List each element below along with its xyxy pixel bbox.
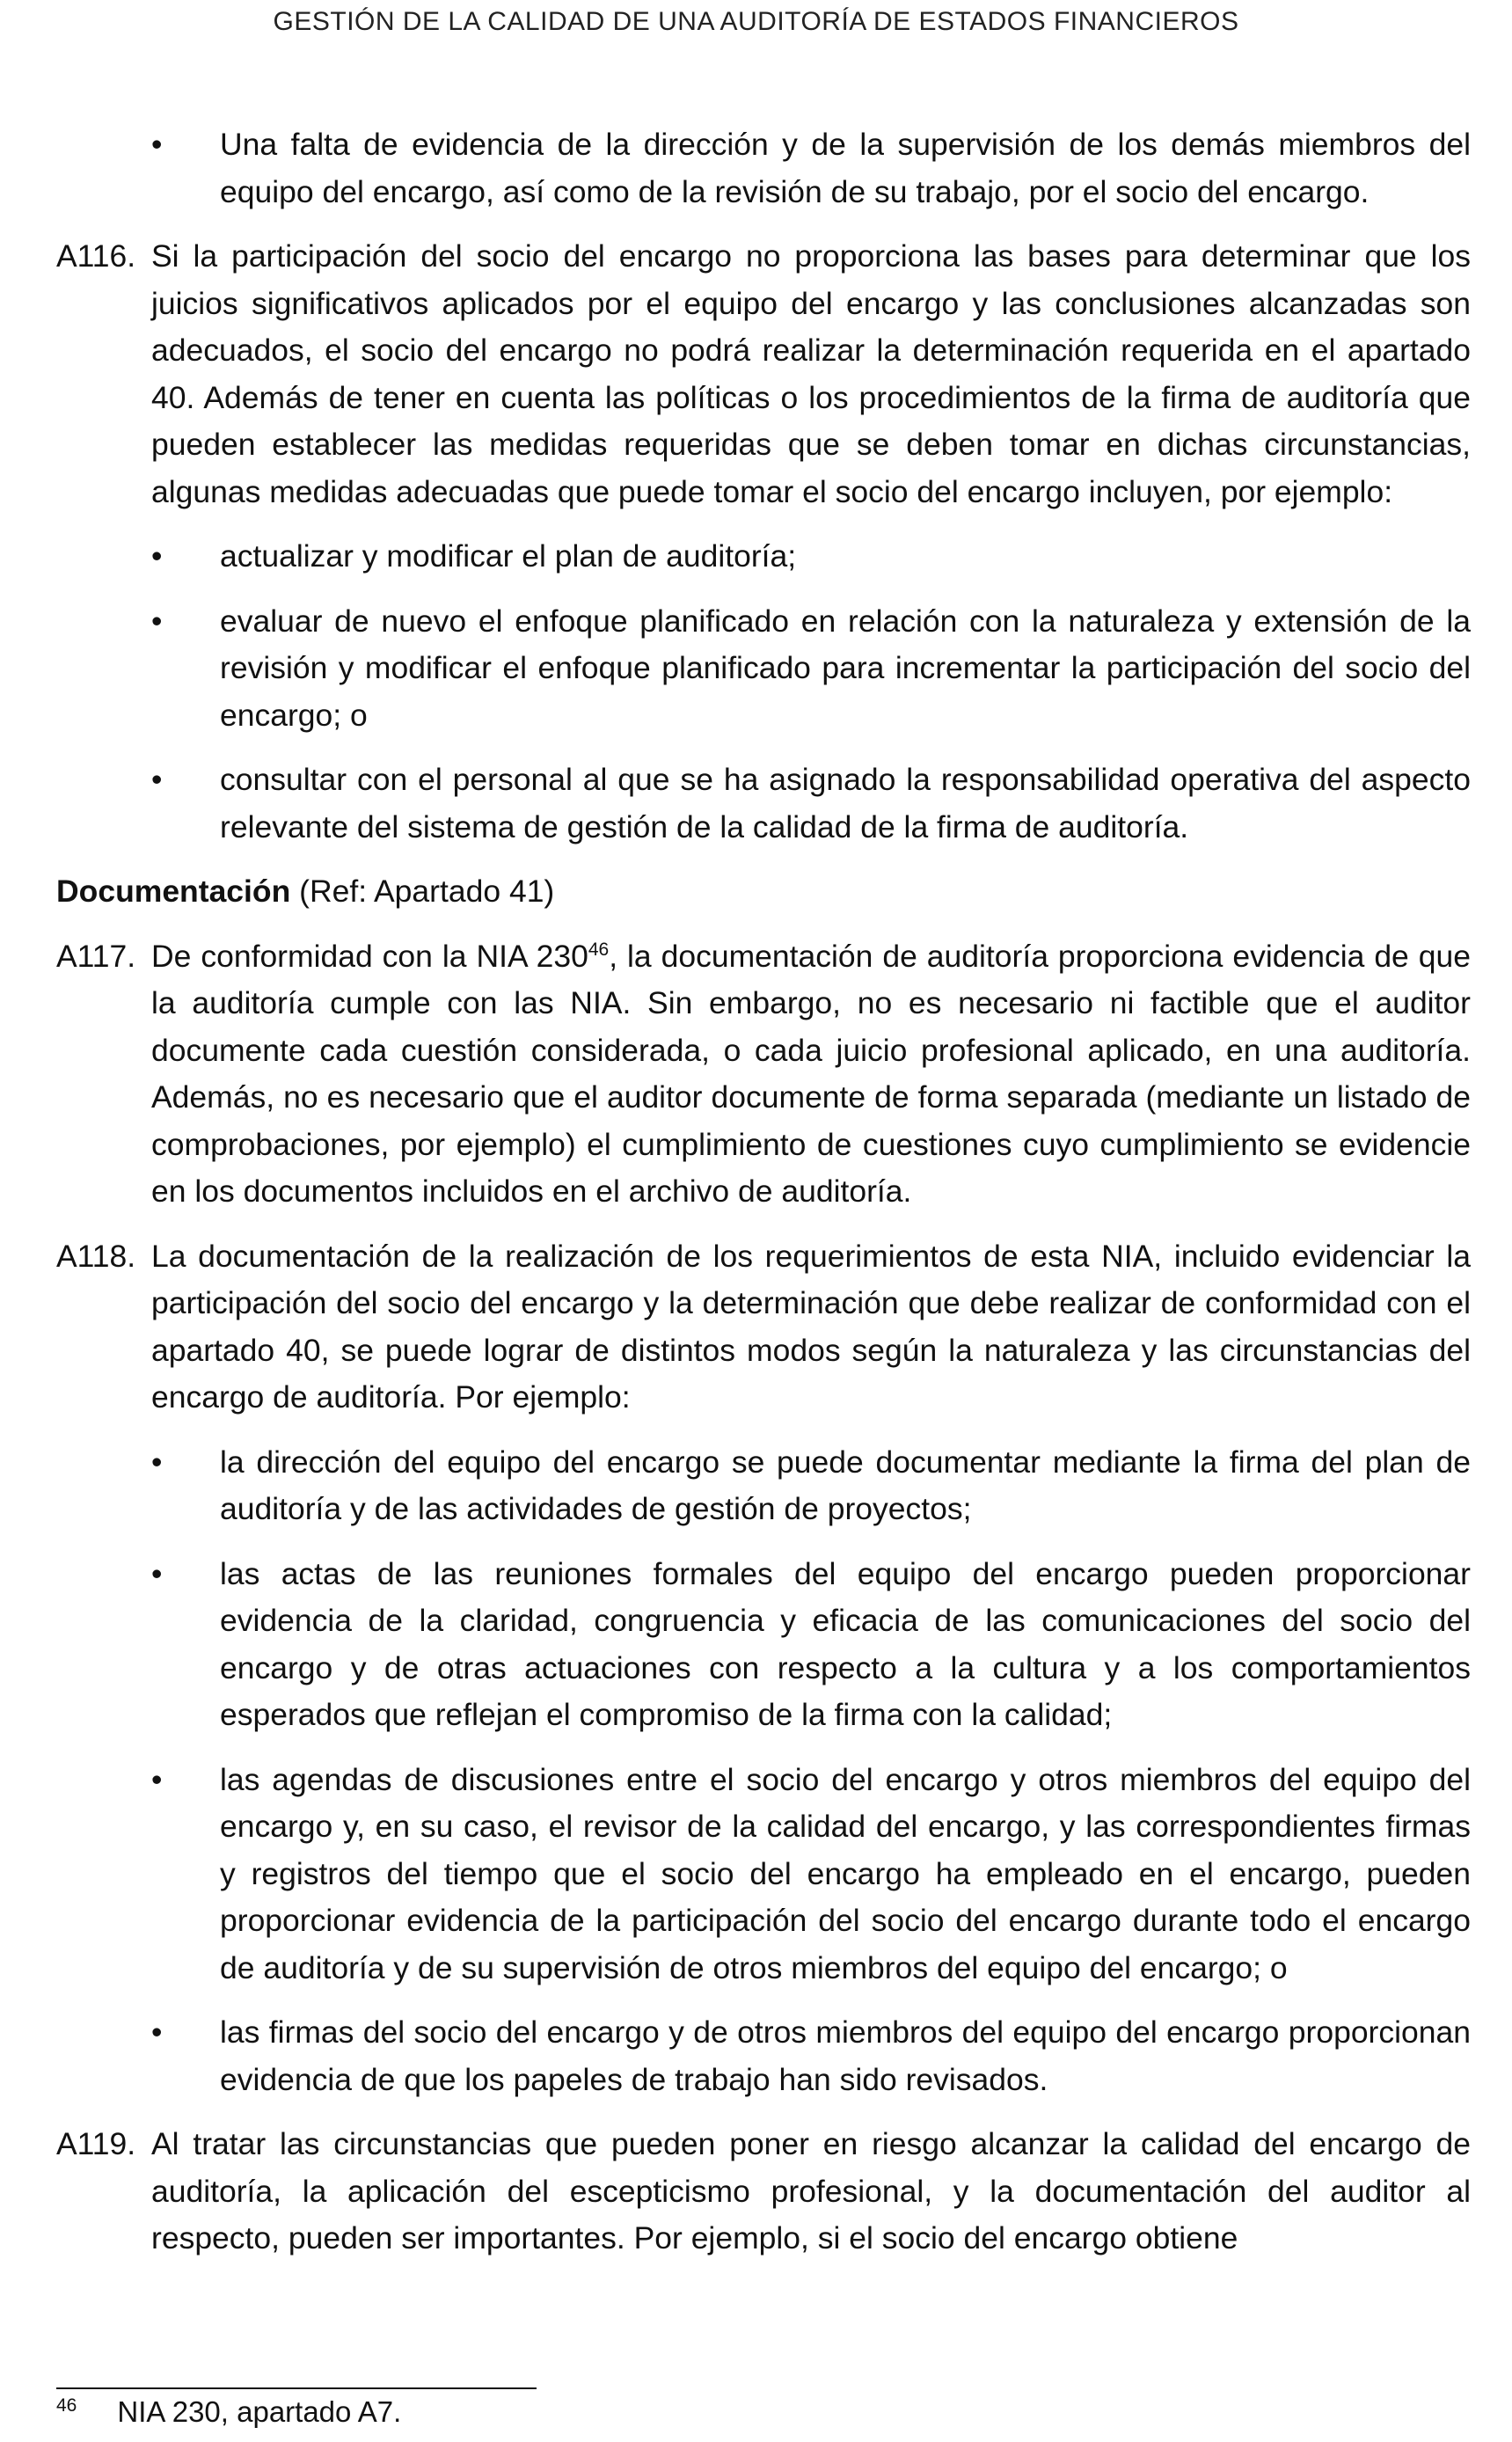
paragraph-a118 <box>56 1233 1471 1422</box>
paragraph-text: Si la participación del socio del encargo no proporciona las bases para determinar que los juicios significativos aplicados por el equipo del encargo y las conclusiones alcanzadas son adecuados, el socio del encargo no podrá realizar la determinación requerida en el apartado 40. Además de tener en cuenta las políticas o los procedimientos de la firma de auditoría que pueden establecer las medidas requeridas que se deben tomar en dichas circunstancias, algunas medidas adecuadas que puede tomar el socio del encargo incluyen, por ejemplo: <box>151 238 1471 509</box>
list-item: • consultar con el personal al que se ha asignado la responsabilidad operativa del aspecto relevante del sistema de gestión de la calidad de la firma de auditoría. <box>56 757 1471 851</box>
paragraph-text: Al tratar las circunstancias que pueden poner en riesgo alcanzar la calidad del encargo de auditoría, la aplicación del escepticismo profesional, y la documentación del auditor al respecto, pueden ser importantes. Por ejemplo, si el socio del encargo obtiene <box>151 2126 1471 2256</box>
section-reference: (Ref: Apartado 41) <box>299 874 555 909</box>
paragraph-text: La documentación de la realización de los requerimientos de esta NIA, incluido evidenciar la participación del socio del encargo y la determinación que debe realizar de conformidad con el apartado 40, se puede lograr de distintos modos según la naturaleza y las circunstancias del encargo de auditoría. Por ejemplo: <box>151 1238 1471 1415</box>
paragraph-number: A117. <box>56 938 136 974</box>
body-content <box>56 121 1471 2280</box>
list-item: • la dirección del equipo del encargo se puede documentar mediante la firma del plan de auditoría y de las actividades de gestión de proyectos; <box>56 1439 1471 1533</box>
paragraph-a117 <box>56 933 1471 1216</box>
paragraph-a116 <box>56 233 1471 515</box>
list-item: • Una falta de evidencia de la dirección y de la supervisión de los demás miembros del equipo del encargo, así como de la revisión de su trabajo, por el socio del encargo. <box>56 121 1471 216</box>
list-item: • las actas de las reuniones formales del equipo del encargo pueden proporcionar evidencia de la claridad, congruencia y eficacia de las comunicaciones del socio del encargo y de otras actuaciones con respecto a la cultura y a los comportamientos esperados que reflejan el compromiso de la firma con la calidad; <box>56 1551 1471 1739</box>
list-item: • las firmas del socio del encargo y de otros miembros del equipo del encargo proporcionan evidencia de que los papeles de trabajo han sido revisados. <box>56 2009 1471 2103</box>
footnote-reference[interactable]: 46 <box>588 939 610 960</box>
paragraph-number: A119. <box>56 2126 136 2161</box>
paragraph-number: A118. <box>56 1238 136 1274</box>
paragraph-number: A116. <box>56 238 136 274</box>
paragraph-a119 <box>56 2121 1471 2263</box>
list-item: • evaluar de nuevo el enfoque planificado en relación con la naturaleza y extensión de la revisión y modificar el enfoque planificado para incrementar la participación del socio del encargo; o <box>56 598 1471 740</box>
section-title: Documentación <box>56 874 291 909</box>
paragraph-text-end: , la documentación de auditoría proporciona evidencia de que la auditoría cumple con las NIA. Sin embargo, no es necesario ni factible que el auditor documente cada cuestión considerada, o cada juicio profesional aplicado, en una auditoría. Además, no es necesario que el auditor documente de forma separada (mediante un listado de comprobaciones, por ejemplo) el cumplimiento de cuestiones cuyo cumplimiento se evidencie en los documentos incluidos en el archivo de auditoría. <box>151 938 1471 1209</box>
list-item: • las agendas de discusiones entre el socio del encargo y otros miembros del equipo del encargo y, en su caso, el revisor de la calidad del encargo, y las correspondientes firmas y registros del tiempo que el socio del encargo ha empleado en el encargo, pueden proporcionar evidencia de la participación del socio del encargo durante todo el encargo de auditoría y de su supervisión de otros miembros del equipo del encargo; o <box>56 1757 1471 1992</box>
section-heading <box>56 868 1471 916</box>
running-header: GESTIÓN DE LA CALIDAD DE UNA AUDITORÍA DE ESTADOS FINANCIEROS <box>273 7 1239 36</box>
footnote-divider <box>56 2387 537 2389</box>
footnote-text: NIA 230, apartado A7. <box>117 2395 402 2428</box>
paragraph-text-start: De conformidad con la NIA 230 <box>151 938 588 974</box>
list-item: • actualizar y modificar el plan de auditoría; <box>56 533 1471 581</box>
footnote <box>56 2391 401 2433</box>
footnote-number: 46 <box>56 2395 77 2416</box>
